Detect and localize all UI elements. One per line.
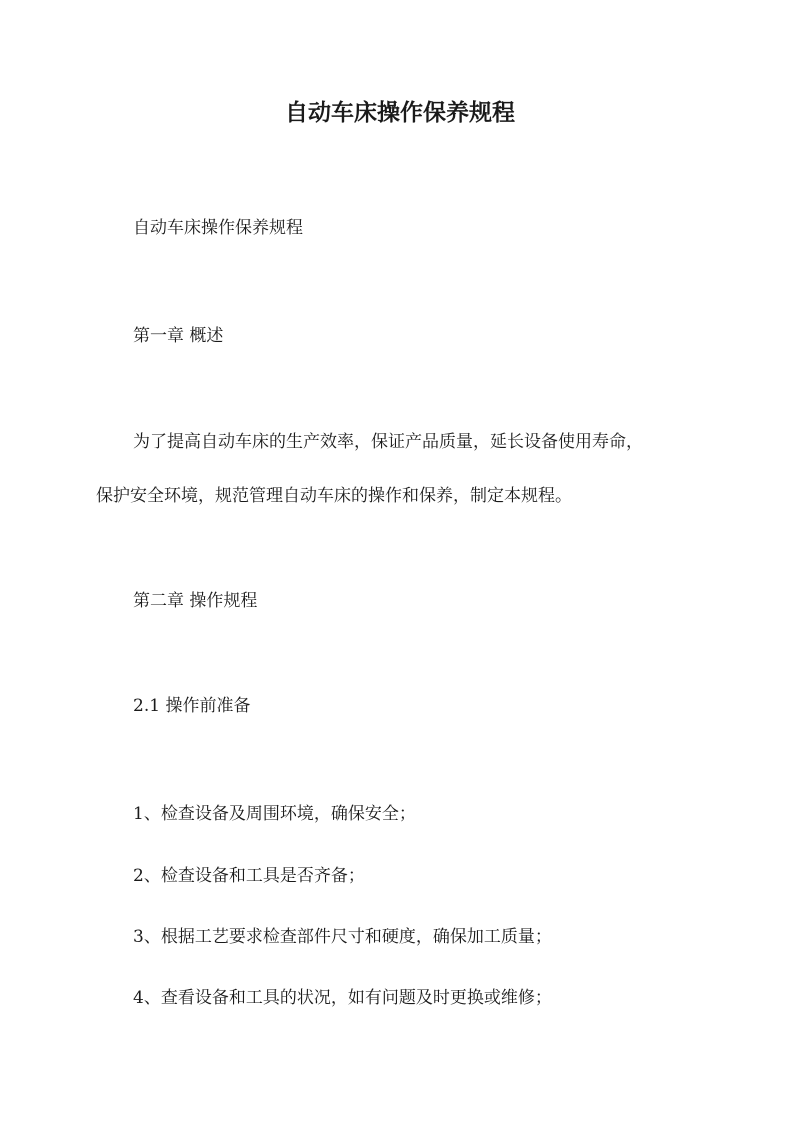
list-item: 1、检查设备及周围环境，确保安全； xyxy=(133,804,416,824)
section-2-1-heading: 2.1 操作前准备 xyxy=(133,696,251,716)
chapter1-heading: 第一章 概述 xyxy=(133,326,224,346)
chapter1-paragraph-line1: 为了提高自动车床的生产效率，保证产品质量，延长设备使用寿命， xyxy=(133,432,643,452)
document-subtitle: 自动车床操作保养规程 xyxy=(133,218,303,238)
chapter2-heading: 第二章 操作规程 xyxy=(133,591,258,611)
list-item: 4、查看设备和工具的状况，如有问题及时更换或维修； xyxy=(133,988,552,1008)
list-item: 3、根据工艺要求检查部件尺寸和硬度，确保加工质量； xyxy=(133,927,552,947)
list-item: 2、检查设备和工具是否齐备； xyxy=(133,866,365,886)
chapter1-paragraph-line2: 保护安全环境，规范管理自动车床的操作和保养，制定本规程。 xyxy=(96,486,572,506)
document-title: 自动车床操作保养规程 xyxy=(285,99,515,126)
